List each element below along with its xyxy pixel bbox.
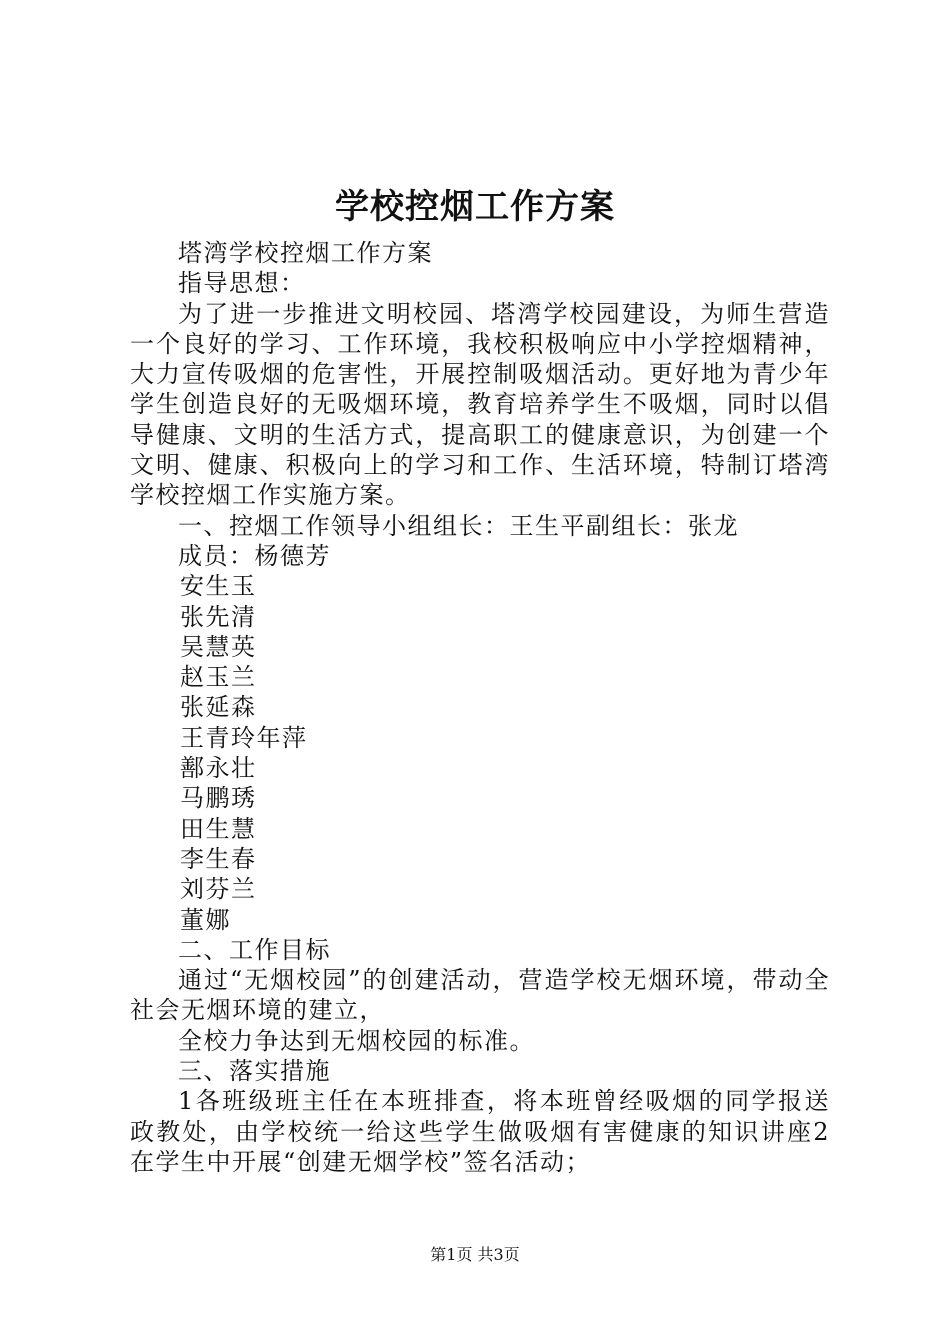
page-footer: 第1页 共3页	[430, 1245, 520, 1264]
document-body	[130, 238, 830, 1177]
paragraph-goals: 通过“无烟校园”的创建活动，营造学校无烟环境，带动全社会无烟环境的建立，	[130, 966, 830, 1025]
document-title: 学校控烟工作方案	[335, 187, 615, 227]
member-name: 张先清	[180, 602, 257, 631]
member-name: 赵玉兰	[180, 663, 257, 692]
section-heading-goals: 二、工作目标	[178, 935, 331, 964]
paragraph-members-heading: 成员：杨德芳	[178, 541, 331, 570]
paragraph-guiding-thought: 为了进一步推进文明校园、塔湾学校园建设，为师生营造一个良好的学习、工作环境，我校积极响应中小学控烟精神，大力宣传吸烟的危害性，开展控制吸烟活动。更好地为青少年学生创造良好的无吸烟环境，教育培养学生不吸烟，同时以倡导健康、文明的生活方式，提高职工的健康意识，为创建一个文明、健康、积极向上的学习和工作、生活环境，特制订塔湾学校控烟工作实施方案。	[130, 299, 830, 510]
member-name: 张延森	[180, 693, 257, 722]
member-name: 王青玲年萍	[180, 723, 308, 752]
member-name: 李生春	[180, 844, 257, 873]
member-name: 鄯永壮	[180, 754, 257, 783]
member-name: 田生慧	[180, 814, 257, 843]
paragraph-school-plan: 塔湾学校控烟工作方案	[178, 239, 433, 267]
section-heading-measures: 三、落实措施	[178, 1057, 331, 1086]
member-name: 吴慧英	[180, 632, 257, 661]
paragraph-measures: 1各班级班主任在本班排查，将本班曾经吸烟的同学报送政教处，由学校统一给这些学生做吸烟有害健康的知识讲座2在学生中开展“创建无烟学校”签名活动；	[130, 1087, 830, 1176]
member-name: 马鹏琇	[180, 784, 257, 813]
paragraph-guiding-heading: 指导思想：	[178, 269, 306, 298]
paragraph-goals-standard: 全校力争达到无烟校园的标准。	[178, 1026, 535, 1055]
member-name: 安生玉	[180, 572, 257, 601]
member-name: 董娜	[180, 905, 231, 934]
paragraph-leadership-group: 一、控烟工作领导小组组长：王生平副组长：张龙	[178, 511, 739, 540]
member-name: 刘芬兰	[180, 875, 257, 904]
